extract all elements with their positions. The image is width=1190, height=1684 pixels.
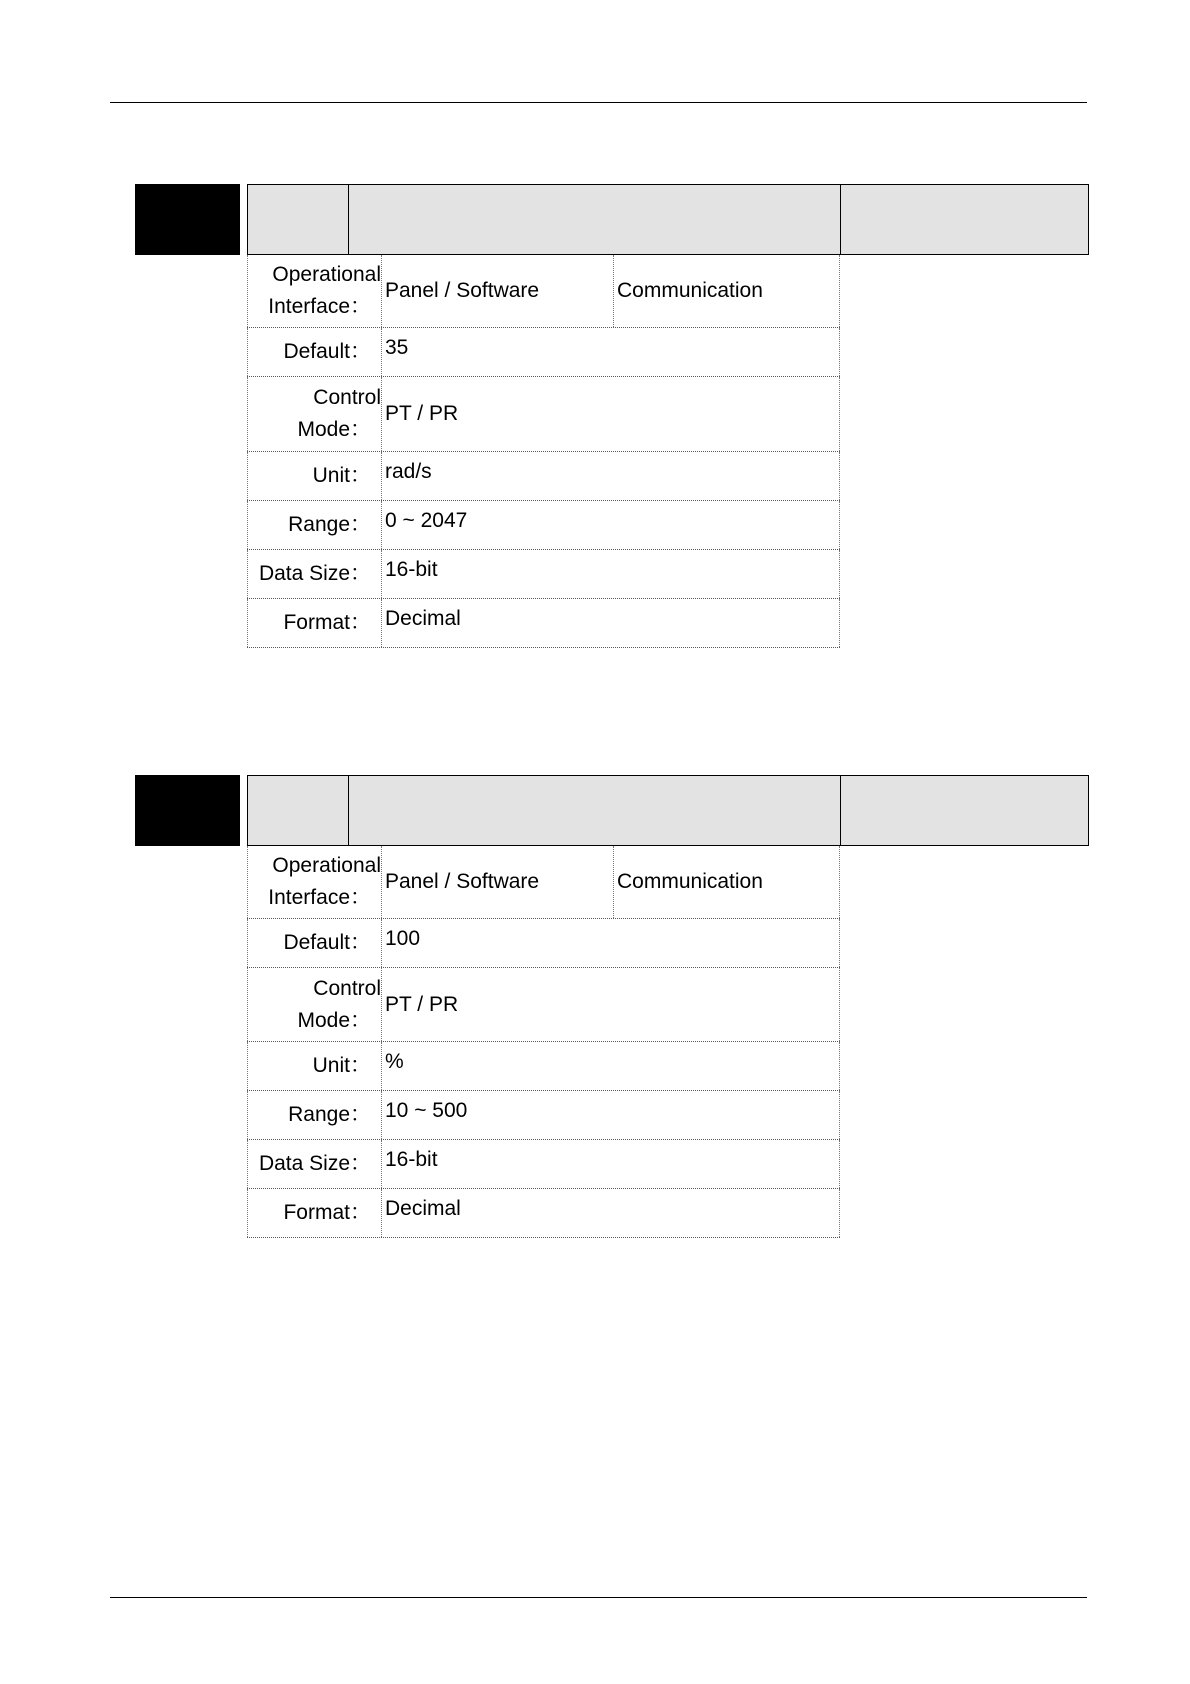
range-value: 10 ~ 500 (385, 1099, 468, 1122)
control-mode-label: Control Mode： (247, 377, 382, 451)
range-value: 0 ~ 2047 (385, 509, 468, 532)
format-row (247, 599, 840, 648)
format-label: Format： (247, 599, 382, 647)
communication-value: Communication (617, 870, 763, 893)
format-value: Decimal (385, 1197, 461, 1220)
parameter-code-tab (135, 184, 240, 255)
data-size-label: Data Size： (247, 1140, 382, 1188)
range-label: Range： (247, 501, 382, 549)
control-mode-label: Control Mode： (247, 968, 382, 1041)
data-size-row (247, 1140, 840, 1189)
default-row (247, 328, 840, 377)
unit-value: rad/s (385, 460, 432, 483)
unit-label: Unit： (247, 1042, 382, 1090)
control-mode-value: PT / PR (385, 402, 459, 425)
operational-interface-label: Operational Interface： (247, 255, 382, 327)
parameter-header (247, 775, 1089, 846)
format-row (247, 1189, 840, 1238)
footer-rule (110, 1597, 1087, 1598)
control-mode-row (247, 968, 840, 1042)
unit-value: % (385, 1050, 404, 1073)
data-size-row (247, 550, 840, 599)
data-size-value: 16-bit (385, 1148, 438, 1171)
parameter-attributes-table (247, 255, 840, 648)
default-value: 100 (385, 927, 421, 950)
default-label: Default： (247, 919, 382, 967)
unit-row (247, 1042, 840, 1091)
data-size-label: Data Size： (247, 550, 382, 598)
data-size-value: 16-bit (385, 558, 438, 581)
default-row (247, 919, 840, 968)
parameter-header (247, 184, 1089, 255)
header-rule (110, 102, 1087, 103)
default-label: Default： (247, 328, 382, 376)
range-row (247, 1091, 840, 1140)
communication-value: Communication (617, 279, 763, 302)
format-value: Decimal (385, 607, 461, 630)
operational-interface-row (247, 255, 840, 328)
unit-row (247, 452, 840, 501)
range-label: Range： (247, 1091, 382, 1139)
operational-interface-row (247, 846, 840, 919)
parameter-attributes-table (247, 846, 840, 1238)
control-mode-value: PT / PR (385, 992, 459, 1016)
control-mode-row (247, 377, 840, 452)
format-label: Format： (247, 1189, 382, 1237)
operational-interface-label: Operational Interface： (247, 846, 382, 918)
default-value: 35 (385, 336, 409, 359)
unit-label: Unit： (247, 452, 382, 500)
parameter-code-tab (135, 775, 240, 846)
panel-software-value: Panel / Software (382, 846, 614, 918)
panel-software-value: Panel / Software (382, 255, 614, 327)
range-row (247, 501, 840, 550)
